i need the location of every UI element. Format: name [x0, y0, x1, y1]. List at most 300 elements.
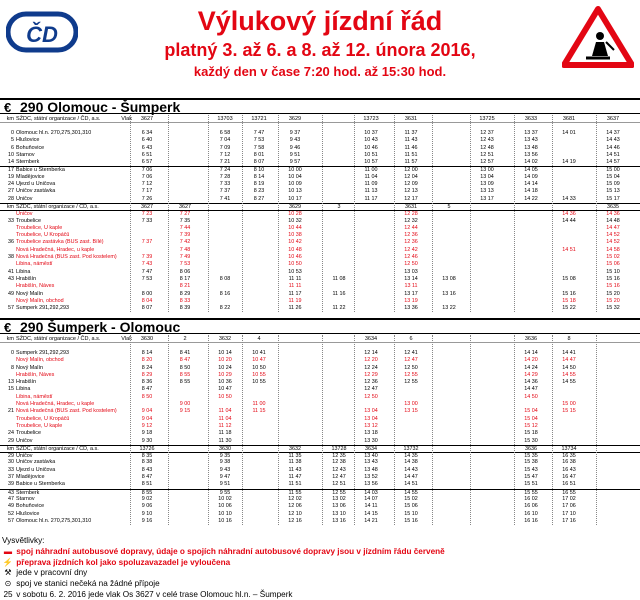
time-cell: 12 47: [404, 357, 418, 364]
time-cell: 14 58: [606, 246, 620, 253]
time-cell: 14 02: [524, 159, 538, 166]
time-cell: 15 15: [562, 408, 576, 415]
time-cell: 11 11: [288, 275, 302, 282]
station-name: Hrabišín, Náves: [16, 283, 55, 290]
time-cell: 10 41: [252, 350, 266, 356]
time-cell: 15 02: [606, 254, 620, 261]
time-cell: 15 43: [524, 466, 538, 473]
time-cell: 14 19: [562, 159, 576, 166]
time-cell: 14 14: [524, 181, 538, 188]
column-divider: [552, 115, 553, 312]
km-cell: 0: [11, 130, 14, 136]
time-cell: 15 04: [606, 173, 620, 180]
column-divider: [278, 115, 279, 312]
time-cell: 10 13: [288, 188, 302, 195]
time-cell: 13726: [139, 445, 155, 452]
time-cell: 11 46: [404, 144, 418, 151]
time-cell: 12 10: [288, 510, 302, 517]
station-name: Troubelice, U Kropáčů: [16, 415, 70, 422]
station-name: Libina, náměstí: [16, 393, 53, 400]
station-row: [0, 261, 640, 268]
time-cell: 9 51: [289, 151, 301, 158]
time-cell: 7 06: [141, 173, 153, 180]
time-cell: 12 50: [364, 393, 378, 400]
km-cell: 24: [8, 181, 14, 188]
time-cell: 14 05: [524, 167, 538, 174]
legend-item: [2, 568, 638, 579]
time-cell: 8 47: [179, 357, 191, 364]
time-cell: 8 10: [253, 167, 265, 174]
time-cell: 9 46: [289, 144, 301, 151]
time-cell: 12 43: [480, 137, 494, 144]
time-cell: 11 35: [288, 453, 302, 460]
train-header: Vlak: [121, 116, 132, 122]
time-cell: 3: [337, 203, 341, 210]
legend-text: spoj ve stanici nečeká na žádné přípoje: [14, 579, 160, 589]
time-cell: 7 12: [141, 181, 153, 188]
time-cell: 14 51: [562, 246, 576, 253]
station-name: Mladějovice: [16, 173, 45, 180]
km-cell: 33: [8, 217, 14, 224]
time-cell: 8 29: [179, 290, 191, 297]
time-cell: 15 16: [606, 275, 620, 282]
time-cell: 12 17: [404, 195, 418, 202]
time-cell: 14 48: [606, 217, 620, 224]
time-cell: 14 52: [606, 232, 620, 239]
legend-item: [2, 558, 638, 569]
time-cell: 15 38: [524, 459, 538, 466]
time-cell: 14 15: [364, 510, 378, 517]
time-cell: 14 29: [524, 371, 538, 378]
station-name: Troubelice: [16, 217, 41, 224]
km-cell: 39: [8, 481, 14, 488]
legend-text: v sobotu 6. 2. 2016 jede vlak Os 3627 v celé trase Olomouc hl.n. – Šumperk: [14, 589, 293, 599]
time-cell: 10 06: [218, 503, 232, 510]
time-cell: 13 14: [404, 275, 418, 282]
time-cell: 10 50: [218, 393, 232, 400]
km-cell: 6: [11, 144, 14, 151]
time-cell: 12 16: [288, 517, 302, 524]
time-cell: 7 27: [179, 211, 191, 218]
time-cell: 9 38: [219, 459, 231, 466]
column-divider: [208, 115, 209, 312]
time-cell: 9 10: [141, 510, 153, 517]
time-cell: 8 51: [141, 481, 153, 488]
time-cell: 10 04: [288, 173, 302, 180]
timetable-sumperk-olomouc: [0, 318, 640, 534]
time-cell: 10 46: [364, 144, 378, 151]
station-name: Troubelice, U Kropáčů: [16, 232, 70, 239]
time-cell: 12 36: [364, 379, 378, 386]
time-cell: 15 08: [562, 275, 576, 282]
station-row: [0, 452, 640, 459]
time-cell: 15 20: [606, 290, 620, 297]
time-cell: 15 13: [606, 188, 620, 195]
station-name: Nová Hradečná, Hradec, u kaple: [16, 246, 95, 253]
train-number: 13723: [363, 116, 379, 122]
station-name: Uničov: [16, 211, 33, 218]
column-divider: [242, 335, 243, 525]
time-cell: 14 41: [562, 350, 576, 356]
time-cell: 15 51: [524, 481, 538, 488]
time-cell: 8 14: [141, 350, 153, 356]
time-cell: 9 15: [179, 408, 191, 415]
time-cell: 13 30: [364, 437, 378, 444]
time-cell: 16 06: [524, 503, 538, 510]
station-row: [0, 291, 640, 298]
time-cell: 13 16: [442, 290, 456, 297]
page-title: Výlukový jízdní řád: [197, 6, 443, 36]
train-number: 3629: [288, 116, 302, 122]
time-cell: 10 43: [364, 137, 378, 144]
time-cell: 13 48: [364, 466, 378, 473]
time-cell: 15 00: [606, 167, 620, 174]
time-cell: 16 35: [562, 453, 576, 460]
operator-header: SŽDC, státní organizace / ČD, a.s.: [16, 116, 101, 122]
time-cell: 14 11: [364, 503, 378, 510]
time-cell: 12 47: [332, 474, 346, 481]
column-divider: [432, 335, 433, 525]
time-cell: 9 06: [141, 503, 153, 510]
time-cell: 3627: [141, 203, 153, 210]
time-cell: 11 57: [404, 159, 418, 166]
time-cell: 10 55: [252, 371, 266, 378]
time-cell: 11 43: [404, 137, 418, 144]
station-name: Uničov: [16, 437, 33, 444]
timetable-grid: [0, 115, 640, 312]
header-row: [0, 335, 640, 343]
time-cell: 3629: [289, 203, 301, 210]
time-cell: 14 01: [562, 130, 576, 136]
time-cell: 15 55: [524, 489, 538, 496]
time-cell: 8 39: [179, 305, 191, 312]
train-number: 3630: [140, 336, 154, 342]
station-row: [0, 188, 640, 195]
column-divider: [242, 115, 243, 312]
time-cell: 10 17: [288, 195, 302, 202]
legend-item: [2, 590, 638, 600]
time-cell: 7 23: [141, 211, 153, 218]
train-number: 13721: [251, 116, 267, 122]
time-cell: 7 24: [219, 167, 231, 174]
time-cell: 7 53: [253, 137, 265, 144]
km-cell: 38: [8, 254, 14, 261]
column-divider: [354, 115, 355, 312]
time-cell: 13 48: [524, 144, 538, 151]
time-cell: 11 51: [404, 151, 418, 158]
time-cell: 9 12: [141, 422, 153, 429]
km-cell: 5: [11, 137, 14, 144]
time-cell: 10 32: [288, 217, 302, 224]
station-row: [0, 416, 640, 423]
time-cell: 12 09: [404, 181, 418, 188]
legend-text: přeprava jízdních kol jako spoluzavazadel je vyloučena: [14, 557, 231, 567]
time-cell: 14 36: [606, 211, 620, 218]
time-cell: 8 19: [253, 181, 265, 188]
time-cell: 7 17: [141, 188, 153, 195]
time-cell: 14 44: [562, 217, 576, 224]
time-cell: 8 55: [179, 371, 191, 378]
time-cell: 14 46: [606, 144, 620, 151]
time-cell: 13 00: [480, 167, 494, 174]
time-cell: 3632: [289, 445, 301, 452]
km-cell: 10: [8, 151, 14, 158]
time-cell: 12 20: [364, 357, 378, 364]
time-cell: 11 04: [364, 173, 378, 180]
time-cell: 9 37: [289, 130, 301, 136]
symbol-row: [0, 123, 640, 130]
km-cell: 29: [8, 437, 14, 444]
legend-item: [2, 547, 638, 558]
time-cell: 14 09: [524, 173, 538, 180]
time-cell: 10 29: [218, 371, 232, 378]
time-cell: 11 43: [288, 466, 302, 473]
time-cell: 15 00: [562, 401, 576, 408]
time-cell: 13 08: [442, 275, 456, 282]
time-cell: 7 26: [141, 195, 153, 202]
time-cell: 13 17: [480, 195, 494, 202]
time-cell: 13 04: [364, 408, 378, 415]
time-cell: 12 14: [364, 350, 378, 356]
station-name: Nová Hradečná (BUS zast. Pod kostelem): [16, 408, 117, 415]
time-cell: 10 02: [218, 495, 232, 502]
station-name: Mladějovice: [16, 474, 45, 481]
train-number: 6: [409, 336, 413, 342]
station-name: SŽDC, státní organizace / ČD, a.s.: [16, 203, 99, 210]
time-cell: 7 53: [179, 261, 191, 268]
time-cell: 7 58: [253, 144, 265, 151]
station-row: [0, 408, 640, 415]
time-cell: 15 30: [524, 437, 538, 444]
time-cell: 7 37: [219, 188, 231, 195]
time-cell: 14 36: [524, 379, 538, 386]
column-divider: [470, 335, 471, 525]
time-cell: 14 24: [524, 364, 538, 371]
section-title: 290 Šumperk - Olomouc: [20, 319, 181, 335]
station-row: [0, 247, 640, 254]
time-cell: 9 30: [141, 437, 153, 444]
time-cell: 11 17: [364, 195, 378, 202]
time-cell: 14 33: [562, 195, 576, 202]
station-name: Olomouc hl.n. 270,275,301,310: [16, 517, 92, 524]
time-cell: 14 36: [562, 211, 576, 218]
km-cell: 21: [8, 408, 14, 415]
time-cell: 14 47: [606, 224, 620, 231]
km-cell: 52: [8, 510, 14, 517]
station-name: Babice u Šternberka: [16, 167, 65, 174]
km-cell: 49: [8, 503, 14, 510]
time-cell: 14 43: [606, 137, 620, 144]
column-divider: [514, 335, 515, 525]
train-number: 3633: [524, 116, 538, 122]
train-number: 2: [183, 336, 187, 342]
time-cell: 7 28: [219, 173, 231, 180]
station-row: [0, 130, 640, 137]
km-header: km: [6, 336, 14, 342]
time-cell: 12 04: [404, 173, 418, 180]
station-row: [0, 503, 640, 510]
station-name: Uničov: [16, 453, 33, 460]
time-cell: 12 50: [404, 364, 418, 371]
time-cell: 14 18: [524, 188, 538, 195]
time-cell: 12 46: [404, 254, 418, 261]
time-cell: 13 18: [364, 430, 378, 437]
km-cell: km: [6, 203, 14, 210]
time-cell: 7 35: [179, 217, 191, 224]
time-cell: 8 07: [253, 159, 265, 166]
train-number: 4: [257, 336, 261, 342]
time-cell: 9 51: [219, 481, 231, 488]
time-cell: 12 50: [404, 261, 418, 268]
time-cell: 15 35: [524, 453, 538, 460]
station-name: Újezd u Uničova: [16, 466, 56, 473]
time-cell: 13 52: [364, 474, 378, 481]
station-name: Nový Malín, obchod: [16, 357, 64, 364]
time-cell: 14 47: [404, 474, 418, 481]
km-cell: 33: [8, 466, 14, 473]
station-row: [0, 298, 640, 305]
time-cell: 13 03: [404, 268, 418, 275]
time-cell: 12 43: [332, 466, 346, 473]
time-cell: 13728: [331, 445, 347, 452]
station-row: [0, 145, 640, 152]
time-cell: 11 38: [288, 459, 302, 466]
station-row: [0, 394, 640, 401]
km-cell: 28: [8, 195, 14, 202]
time-cell: 13 22: [442, 305, 456, 312]
time-cell: 16 10: [524, 510, 538, 517]
time-cell: 9 55: [219, 489, 231, 496]
column-divider: [394, 115, 395, 312]
time-cell: 8 16: [219, 290, 231, 297]
time-cell: 15 20: [606, 297, 620, 304]
time-cell: 11 47: [288, 474, 302, 481]
time-cell: 8 08: [219, 275, 231, 282]
time-cell: 14 22: [524, 195, 538, 202]
column-divider: [432, 115, 433, 312]
time-cell: 14 51: [404, 481, 418, 488]
train-number: 3634: [364, 336, 378, 342]
time-cell: 12 38: [332, 459, 346, 466]
time-cell: 13 40: [364, 453, 378, 460]
km-cell: 17: [8, 167, 14, 174]
station-row: [0, 467, 640, 474]
time-cell: 12 36: [404, 232, 418, 239]
time-cell: 11 37: [404, 130, 418, 136]
time-cell: 8 17: [179, 275, 191, 282]
column-divider: [514, 115, 515, 312]
time-cell: 3627: [179, 203, 191, 210]
km-cell: 19: [8, 173, 14, 180]
station-row: [0, 474, 640, 481]
time-cell: 6 57: [141, 159, 153, 166]
time-cell: 7 47: [253, 130, 265, 136]
time-cell: 16 47: [562, 474, 576, 481]
time-cell: 15 16: [562, 290, 576, 297]
legend-symbol-icon: ⊙: [4, 579, 12, 589]
time-cell: 10 51: [364, 151, 378, 158]
time-cell: 14 47: [562, 357, 576, 364]
time-cell: 7 43: [141, 261, 153, 268]
time-cell: 8 23: [253, 188, 265, 195]
train-number: 3627: [140, 116, 154, 122]
time-cell: 16 51: [562, 481, 576, 488]
time-cell: 13 12: [364, 422, 378, 429]
time-cell: 12 24: [364, 364, 378, 371]
time-cell: 7 49: [179, 254, 191, 261]
time-cell: 12 00: [404, 167, 418, 174]
time-cell: 10 24: [218, 364, 232, 371]
time-cell: 11 04: [218, 415, 232, 422]
time-cell: 15 10: [404, 510, 418, 517]
station-name: Troubelice: [16, 430, 41, 437]
time-cell: 7 44: [179, 224, 191, 231]
legend-text: spoj náhradní autobusové dopravy, údaje o spojích náhradní autobusové dopravy jsou v jízdním řádu červeně: [14, 546, 445, 556]
time-cell: 9 57: [289, 159, 301, 166]
time-cell: 13734: [561, 445, 577, 452]
km-cell: 15: [8, 386, 14, 393]
station-row: [0, 357, 640, 364]
column-divider: [130, 115, 131, 312]
station-name: Bohuňovice: [16, 144, 45, 151]
time-cell: 12 47: [364, 386, 378, 393]
time-cell: 8 36: [141, 379, 153, 386]
station-name: Uničov: [16, 195, 33, 202]
time-cell: 11 13: [364, 188, 378, 195]
time-cell: 9 16: [141, 517, 153, 524]
time-cell: 8 47: [141, 474, 153, 481]
time-cell: 16 38: [562, 459, 576, 466]
station-row: [0, 166, 640, 173]
time-cell: 12 55: [332, 489, 346, 496]
station-row: [0, 174, 640, 181]
time-cell: 9 43: [219, 466, 231, 473]
time-cell: 8 00: [141, 290, 153, 297]
station-row: [0, 350, 640, 357]
time-cell: 15 16: [606, 283, 620, 290]
time-cell: 12 02: [288, 495, 302, 502]
time-cell: 14 57: [606, 159, 620, 166]
station-name: Štarnov: [16, 151, 35, 158]
time-cell: 13 11: [404, 283, 418, 290]
time-cell: 7 12: [219, 151, 231, 158]
time-cell: 13 17: [404, 290, 418, 297]
station-row: [0, 283, 640, 290]
station-row: [0, 276, 640, 283]
time-cell: 12 55: [404, 379, 418, 386]
time-cell: 9 02: [141, 495, 153, 502]
validity-hours: každý den v čase 7:20 hod. až 15:30 hod.: [193, 64, 447, 79]
km-cell: 47: [8, 495, 14, 502]
time-cell: 11 22: [332, 305, 346, 312]
km-cell: 27: [8, 188, 14, 195]
time-cell: 8 55: [141, 489, 153, 496]
time-cell: 8 24: [141, 364, 153, 371]
time-cell: 12 48: [480, 144, 494, 151]
time-cell: 14 55: [404, 489, 418, 496]
train-number: 3681: [562, 116, 576, 122]
time-cell: 9 00: [179, 401, 191, 408]
station-name: Troubelice zastávka (BUS zast. Bílé): [16, 239, 104, 246]
time-cell: 13 10: [332, 510, 346, 517]
legend-text: jede v pracovní dny: [14, 568, 88, 578]
time-cell: 8 29: [141, 371, 153, 378]
column-divider: [552, 335, 553, 525]
time-cell: 10 14: [218, 350, 232, 356]
time-cell: 8 06: [179, 268, 191, 275]
station-name: Nová Hradečná (BUS zast. Pod kostelem): [16, 254, 117, 261]
time-cell: 17 02: [562, 495, 576, 502]
